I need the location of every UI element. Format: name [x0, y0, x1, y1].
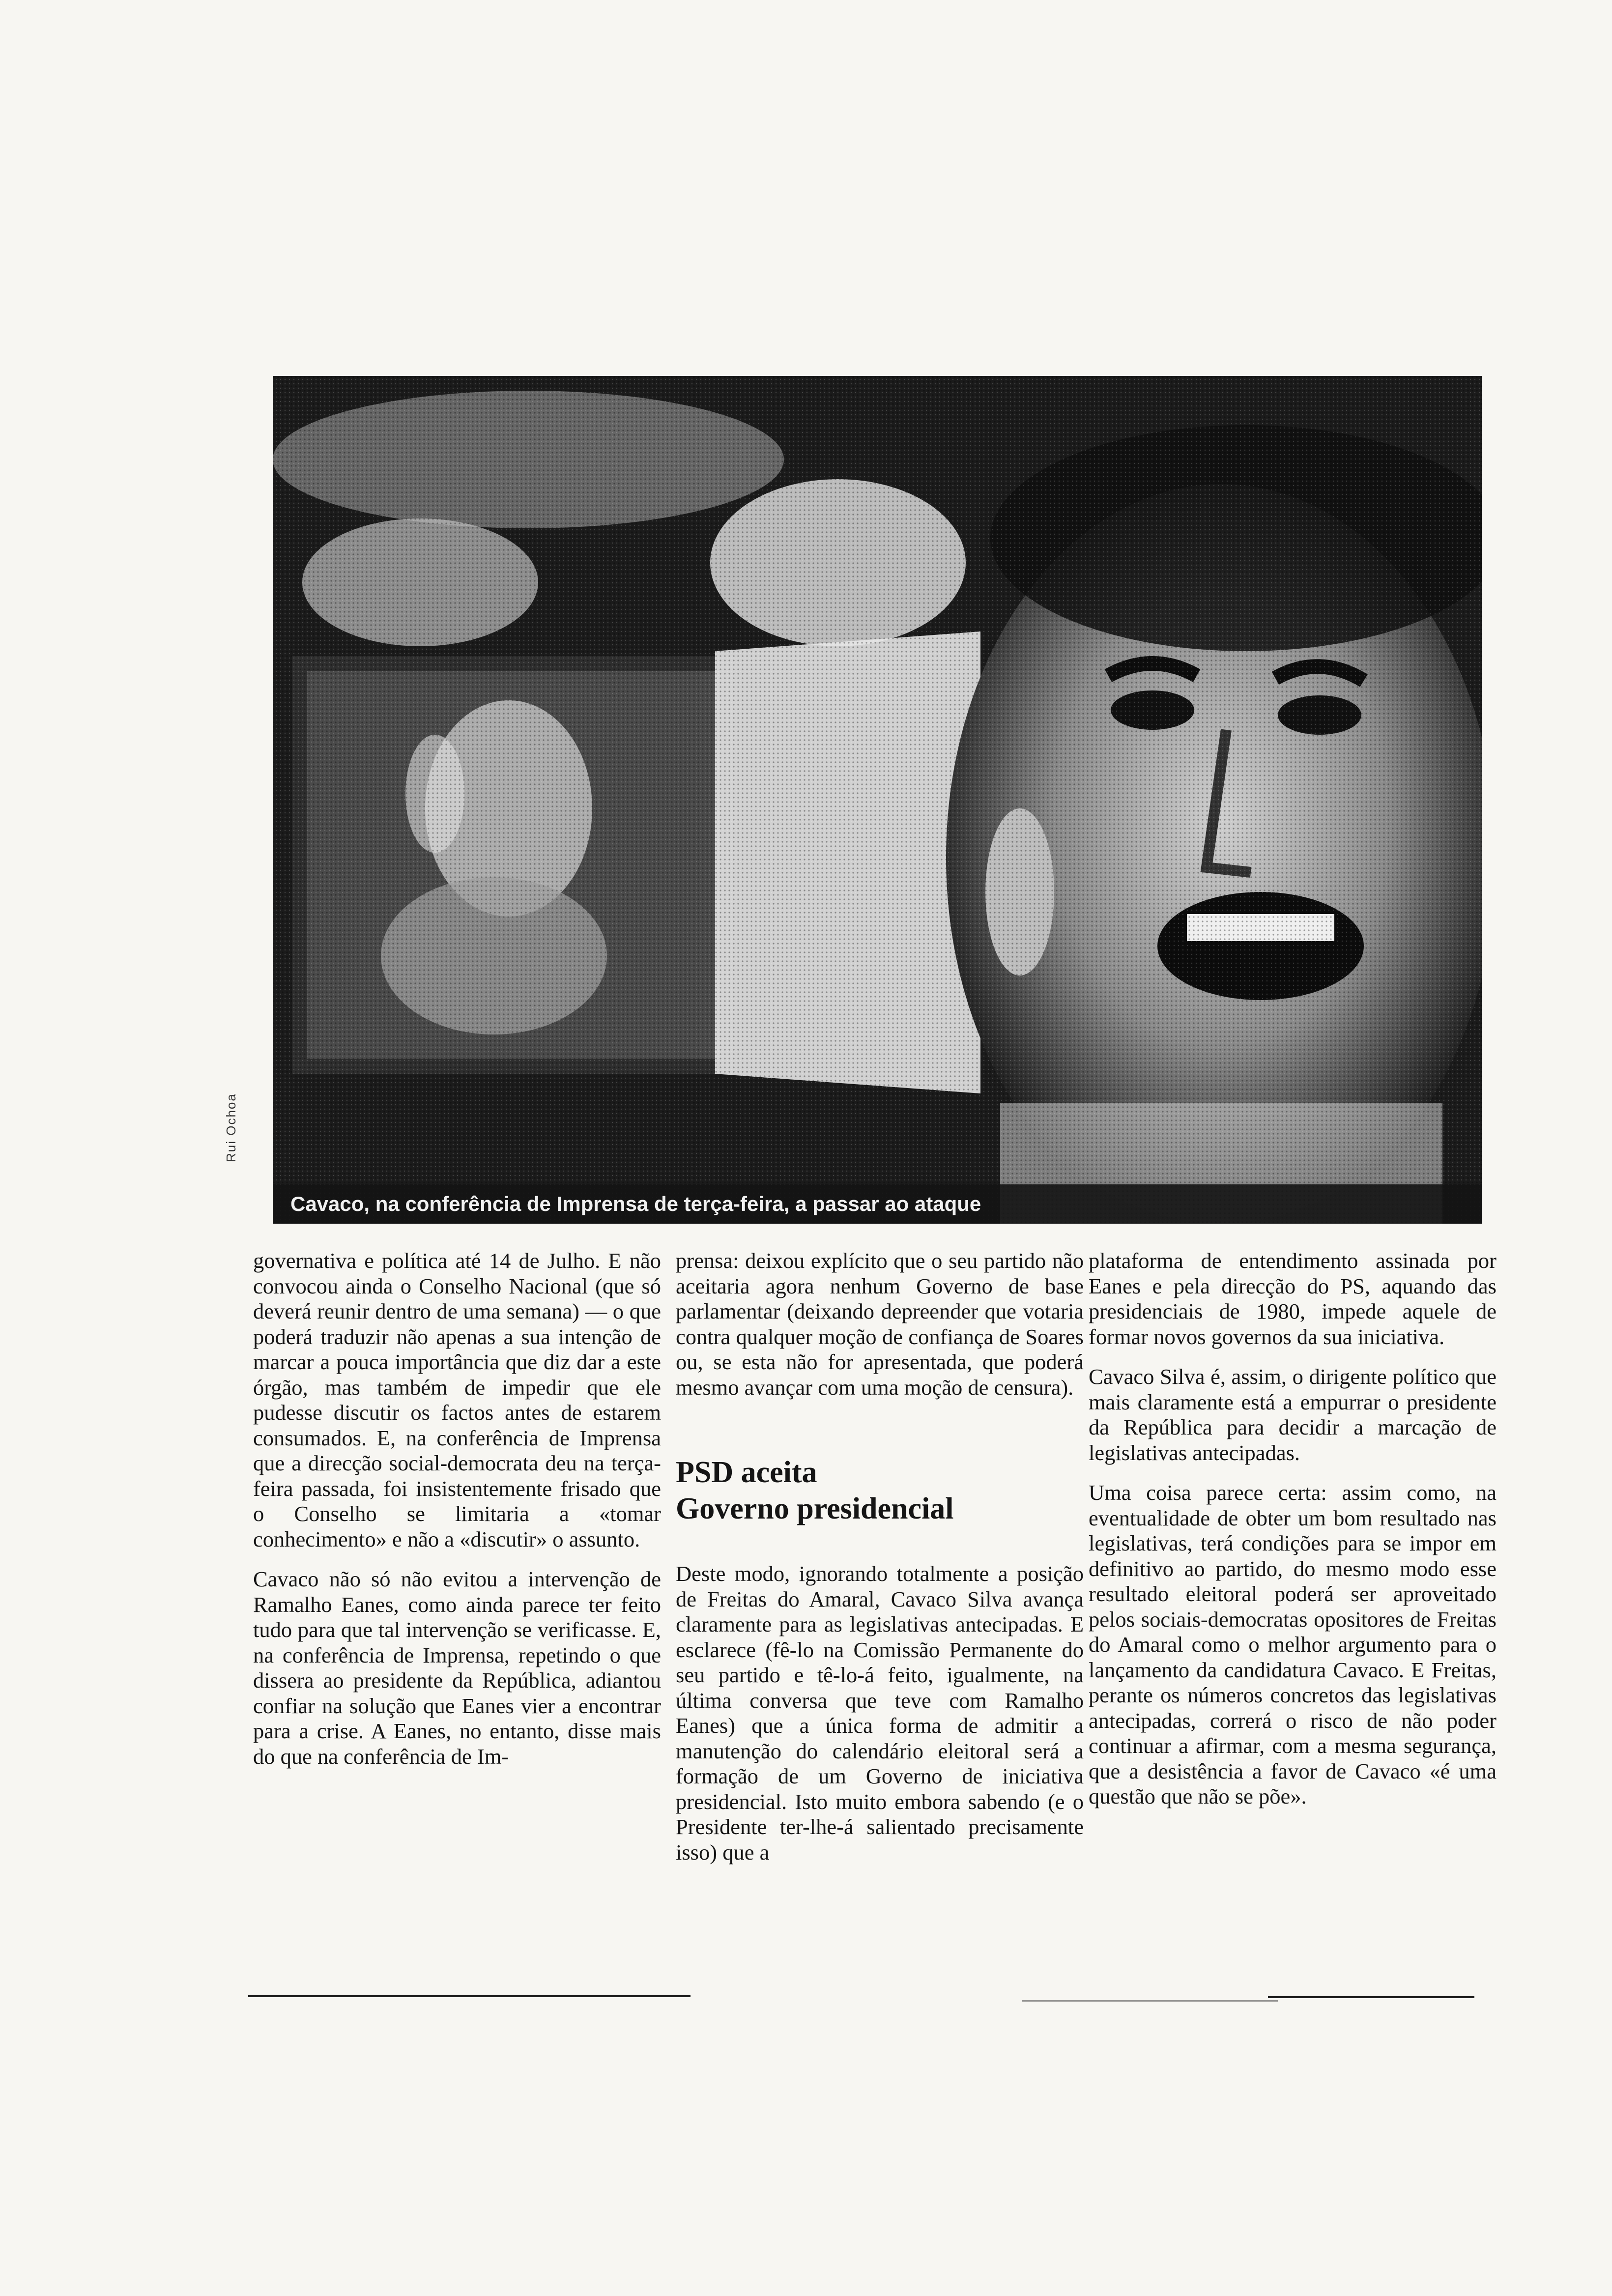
subheading	[676, 1454, 1084, 1527]
bottom-rule-right	[1268, 1996, 1474, 1998]
paragraph: prensa: deixou explícito que o seu partido não aceitaria agora nenhum Governo de base parlamentar (deixando depreender que votaria contra qualquer moção de confiança de Soares ou, se esta não for apresentada, que poderá mesmo avançar com uma moção de censura).	[676, 1248, 1084, 1400]
article-column-1	[253, 1248, 661, 1769]
paragraph: Deste modo, ignorando totalmente a posição de Freitas do Amaral, Cavaco Silva avança claramente para as legislativas antecipadas. E esclarece (fê-lo na Comissão Permanente do seu partido e tê-lo-á feito, igualmente, na última conversa que teve com Ramalho Eanes) que a única forma de admitir a manutenção do calendário eleitoral será a formação de um Governo de iniciativa presidencial. Isto muito embora sabendo (e o Presidente ter-lhe-á salientado precisamente isso) que a	[676, 1561, 1084, 1865]
paragraph: Cavaco Silva é, assim, o dirigente político que mais claramente está a empurrar o presidente da República para decidir a marcação de legislativas antecipadas.	[1089, 1364, 1497, 1465]
bottom-rule-left	[248, 1995, 691, 1997]
article-column-3	[1089, 1248, 1497, 1809]
paragraph: Cavaco não só não evitou a intervenção de Ramalho Eanes, como ainda parece ter feito tudo para que tal intervenção se verificasse. E, na conferência de Imprensa, repetindo o que dissera ao presidente da República, adiantou confiar na solução que Eanes vier a encontrar para a crise. A Eanes, no entanto, disse mais do que na conferência de Im-	[253, 1567, 661, 1769]
paragraph: governativa e política até 14 de Julho. E não convocou ainda o Conselho Nacional (que só deverá reunir dentro de uma semana) — o que poderá traduzir não apenas a sua intenção de marcar a pouca importância que diz dar a este órgão, mas também de impedir que ele pudesse discutir os factos antes de estarem consumados. E, na conferência de Imprensa que a direcção social-democrata deu na terça-feira passada, foi insistentemente frisado que o Conselho se limitaria a «tomar conhecimento» e não a «discutir» o assunto.	[253, 1248, 661, 1551]
news-photo	[273, 376, 1482, 1224]
article-column-2	[676, 1248, 1084, 1865]
subheading-line-2: Governo presidencial	[676, 1492, 954, 1525]
subheading-line-1: PSD aceita	[676, 1456, 817, 1489]
paragraph: plataforma de entendimento assinada por Eanes e pela direcção do PS, aquando das presidenciais de 1980, impede aquele de formar novos governos da sua iniciativa.	[1089, 1248, 1497, 1349]
paragraph: Uma coisa parece certa: assim como, na eventualidade de obter um bom resultado nas legislativas, terá condições para se impor em definitivo ao partido, do mesmo modo esse resultado eleitoral poderá ser aproveitado pelos sociais-democratas opositores de Freitas do Amaral como o melhor argumento para o lançamento da candidatura Cavaco. E Freitas, perante os números concretos das legislativas antecipadas, correrá o risco de não poder continuar a afirmar, com a mesma segurança, que a desistência a favor de Cavaco «é uma questão que não se põe».	[1089, 1480, 1497, 1808]
photo-image	[273, 376, 1482, 1224]
bottom-rule-middle	[1022, 2000, 1278, 2002]
photo-credit: Rui Ochoa	[224, 1093, 238, 1162]
photo-caption: Cavaco, na conferência de Imprensa de terça-feira, a passar ao ataque	[273, 1184, 1482, 1224]
